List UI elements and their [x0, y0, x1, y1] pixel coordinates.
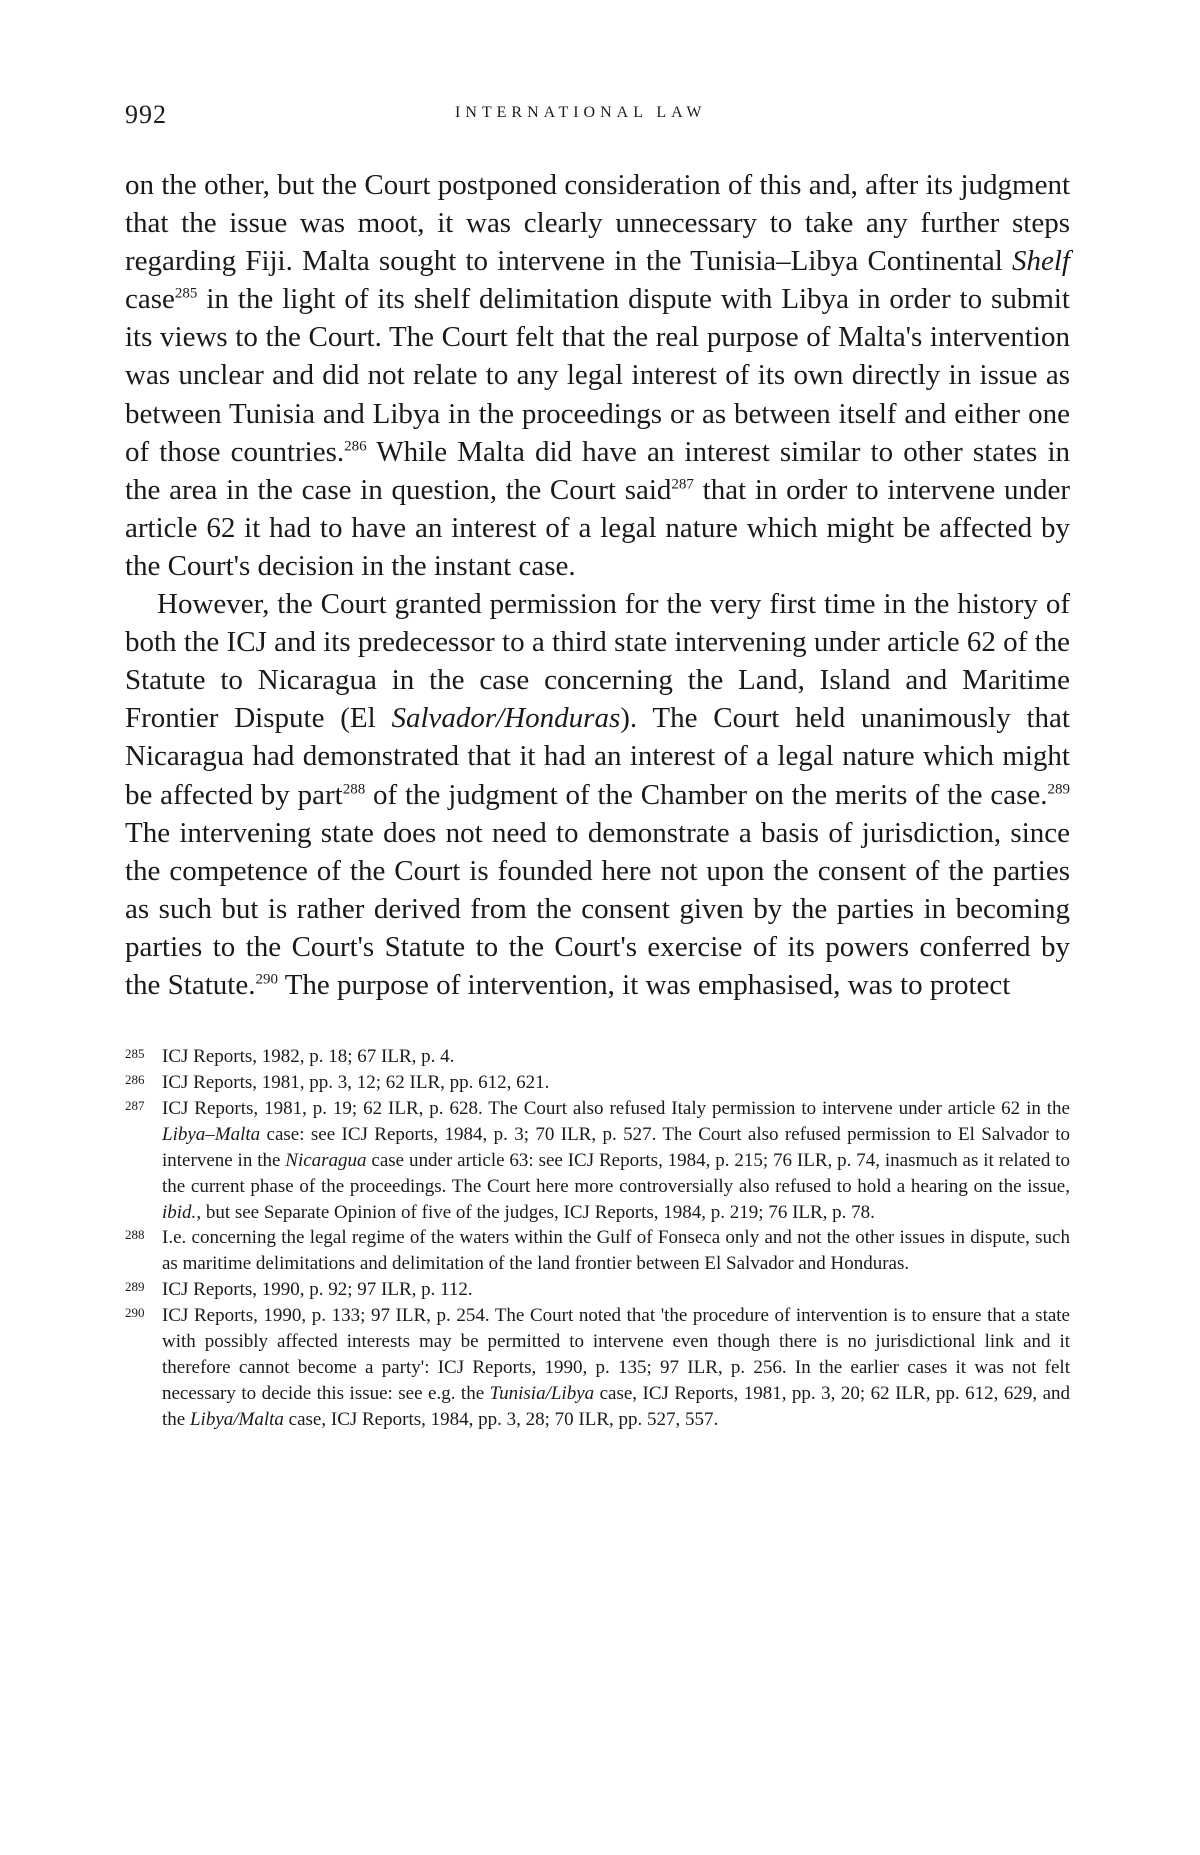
footnote-number: 290 — [125, 1305, 145, 1321]
footnote-ref-286: 286 — [344, 438, 367, 454]
footnote-287: 287 ICJ Reports, 1981, p. 19; 62 ILR, p. 628. The Court also refused Italy permission to intervene under article 62 in the Libya–Malta case: see ICJ Reports, 1984, p. 3; 70 ILR, p. 527. The Court also refused permission to El Salvador to intervene in the Nicaragua case under article 63: see ICJ Reports, 1984, p. 215; 76 ILR, p. 74, inasmuch as it related to the current phase of the proceedings. The Court here more controversially also refused to hold a hearing on the issue, ibid., but see Separate Opinion of five of the judges, ICJ Reports, 1984, p. 219; 76 ILR, p. 78. — [125, 1097, 1070, 1223]
paragraph-2: However, the Court granted permission for the very first time in the history of both the ICJ and its predecessor to a third state intervening under article 62 of the Statute to Nicaragua in the case concerning the Land, Island and Maritime Frontier Dispute (El Salvador/Honduras). The Court held unanimously that Nicaragua had demonstrated that it had an interest of a legal nature which might be affected by part$^{288}$ of the judgment of the Chamber on the merits of the case.$^{289}$ The intervening state does not need to demonstrate a basis of jurisdiction, since the competence of the Court is founded here not upon the consent of the parties as such but is rather derived from the consent given by the parties in becoming parties to the Court's Statute to the Court's exercise of its powers conferred by the Statute.$^{290}$ The purpose of intervention, it was emphasised, was to protect — [125, 588, 1070, 1001]
footnote-ref-285: 285 — [174, 285, 198, 302]
footnote-ref-289: 289 — [1047, 780, 1070, 797]
footnote-290: 290 ICJ Reports, 1990, p. 133; 97 ILR, p. 254. The Court noted that 'the procedure of intervention is to ensure that a state with possibly affected interests may be permitted to intervene even though there is no jurisdictional link and it therefore cannot become a party': ICJ Reports, 1990, p. 135; 97 ILR, p. 256. In the earlier cases it was not felt necessary to decide this issue: see e.g. the Tunisia/Libya case, ICJ Reports, 1981, pp. 3, 20; 62 ILR, pp. 612, 629, and the Libya/Malta case, ICJ Reports, 1984, pp. 3, 28; 70 ILR, pp. 527, 557. — [125, 1305, 1071, 1430]
page-number: 992 — [125, 100, 167, 129]
footnote-285: 285 ICJ Reports, 1982, p. 18; 67 ILR, p. 4. — [125, 1046, 455, 1068]
main-text — [125, 166, 1070, 1004]
footnote-number: 285 — [125, 1046, 145, 1062]
footnote-number: 289 — [125, 1279, 145, 1295]
footnote-288: 288 I.e. concerning the legal regime of the waters within the Gulf of Fonseca only and not the other issues in dispute, such as maritime delimitations and delimitation of the land frontier between El Salvador and Honduras. — [125, 1227, 1070, 1275]
running-title: INTERNATIONAL LAW — [455, 104, 707, 121]
running-head — [125, 100, 1070, 136]
footnotes — [125, 1044, 1070, 1433]
footnote-289: 289 ICJ Reports, 1990, p. 92; 97 ILR, p. 112. — [125, 1279, 473, 1301]
footnote-ref-287: 287 — [671, 476, 694, 493]
footnote-number: 287 — [125, 1097, 145, 1113]
footnote-286: 286 ICJ Reports, 1981, pp. 3, 12; 62 ILR, pp. 612, 621. — [125, 1071, 550, 1093]
footnote-number: 288 — [125, 1227, 145, 1243]
paragraph-1: on the other, but the Court postponed consideration of this and, after its judgment that the issue was moot, it was clearly unnecessary to take any further steps regarding Fiji. Malta sought to intervene in the Tunisia–Libya Continental Shelf case$^{285}$ in the light of its shelf delimitation dispute with Libya in order to submit its views to the Court. The Court felt that the real purpose of Malta's intervention was unclear and did not relate to any legal interest of its own directly in issue as between Tunisia and Libya in the proceedings or as between itself and either one of those countries.$^{286}$ While Malta did have an interest similar to other states in the area in the case in question, the Court said$^{287}$ that in order to intervene under article 62 it had to have an interest of a legal nature which might be affected by the Court's decision in the instant case. — [125, 169, 1070, 582]
book-page — [125, 100, 1070, 1433]
footnote-ref-288: 288 — [342, 780, 366, 797]
footnote-ref-290: 290 — [255, 971, 278, 988]
footnote-number: 286 — [125, 1071, 145, 1087]
